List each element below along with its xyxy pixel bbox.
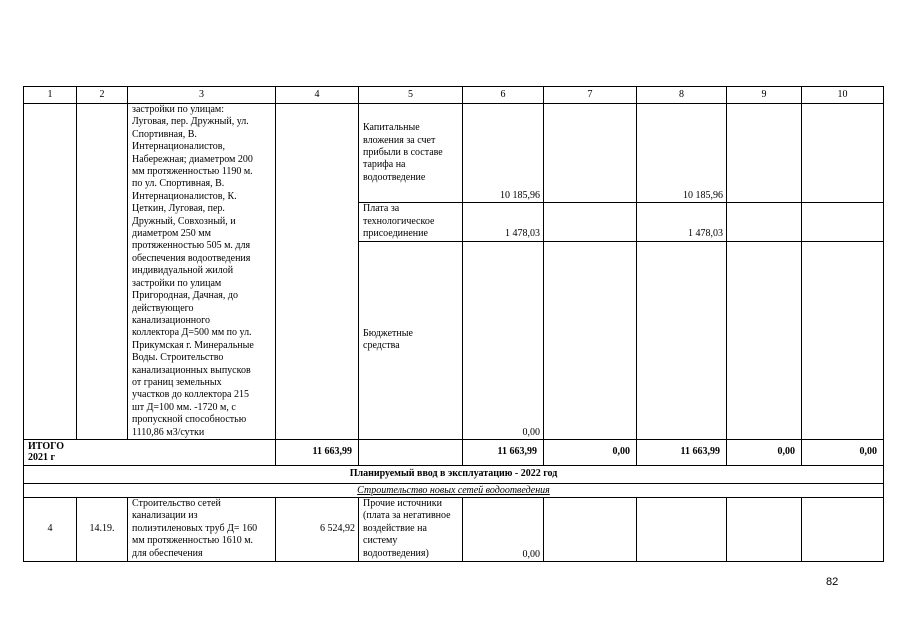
investment-table — [23, 86, 884, 562]
cell-empty — [544, 497, 637, 561]
cell-empty — [802, 203, 884, 241]
cell-empty — [637, 497, 727, 561]
section-banner: Планируемый ввод в эксплуатацию - 2022 год — [24, 465, 884, 483]
funding-source-name: Бюджетные средства — [359, 241, 463, 439]
row-number: 4 — [24, 497, 77, 561]
column-header: 5 — [359, 87, 463, 104]
column-header: 3 — [128, 87, 276, 104]
subsection-heading: Строительство новых сетей водоотведения — [24, 483, 884, 497]
column-header: 6 — [463, 87, 544, 104]
total-amount: 0,00 — [727, 439, 802, 465]
column-number-row — [24, 87, 884, 104]
cell-empty — [544, 203, 637, 241]
column-header: 4 — [276, 87, 359, 104]
table-row — [24, 497, 884, 561]
cell-empty — [544, 104, 637, 203]
item-code: 14.19. — [77, 497, 128, 561]
funding-amount: 10 185,96 — [463, 104, 544, 203]
column-header: 10 — [802, 87, 884, 104]
total-row — [24, 439, 884, 465]
funding-amount — [637, 241, 727, 439]
total-label: ИТОГО 2021 г — [24, 439, 276, 465]
funding-source-name: Плата за технологическое присоединение — [359, 203, 463, 241]
funding-amount: 1 478,03 — [637, 203, 727, 241]
cell-empty — [802, 104, 884, 203]
cell-empty — [24, 104, 77, 440]
subsection-row — [24, 483, 884, 497]
project-description: застройки по улицам: Луговая, пер. Дружный, ул. Спортивная, В. Интернационалистов, Набережная; диаметром 200 мм протяженностью 1190 м. по ул. Спортивная, В. Интернационалистов, К. Цеткин, Луговая, пер. Дружный, Совхозный, и диаметром 250 мм протяженностью 505 м. для обеспечения водоотведения индивидуальной жилой застройки по улицам Пригородная, Дачная, до действующего канализационного коллектора Д=500 мм по ул. Прикумская г. Минеральные Воды. Строительство канализационных выпусков от границ земельных участков до коллектора 215 шт Д=100 мм. -1720 м, с пропускной способностью 1110,86 м3/сутки — [128, 104, 276, 440]
total-amount: 11 663,99 — [463, 439, 544, 465]
column-header: 1 — [24, 87, 77, 104]
funding-amount: 1 478,03 — [463, 203, 544, 241]
column-header: 9 — [727, 87, 802, 104]
funding-amount: 0,00 — [463, 497, 544, 561]
column-header: 8 — [637, 87, 727, 104]
cell-empty — [727, 104, 802, 203]
project-description: Строительство сетей канализации из полиэтиленовых труб Д= 160 мм протяженностью 1610 м. для обеспечения — [128, 497, 276, 561]
total-amount: 0,00 — [544, 439, 637, 465]
total-amount: 0,00 — [802, 439, 884, 465]
funding-amount: 0,00 — [463, 241, 544, 439]
total-amount: 11 663,99 — [276, 439, 359, 465]
cell-empty — [359, 439, 463, 465]
table-row — [24, 104, 884, 203]
column-header: 2 — [77, 87, 128, 104]
section-banner-row — [24, 465, 884, 483]
cell-empty — [727, 497, 802, 561]
page-number: 82 — [826, 576, 839, 588]
project-cost: 6 524,92 — [276, 497, 359, 561]
total-amount: 11 663,99 — [637, 439, 727, 465]
cell-empty — [276, 104, 359, 440]
column-header: 7 — [544, 87, 637, 104]
cell-empty — [802, 241, 884, 439]
cell-empty — [544, 241, 637, 439]
cell-empty — [77, 104, 128, 440]
funding-source-name: Капитальные вложения за счет прибыли в составе тарифа на водоотведение — [359, 104, 463, 203]
funding-source-name: Прочие источники (плата за негативное воздействие на систему водоотведения) — [359, 497, 463, 561]
cell-empty — [727, 241, 802, 439]
cell-empty — [727, 203, 802, 241]
cell-empty — [802, 497, 884, 561]
funding-amount: 10 185,96 — [637, 104, 727, 203]
